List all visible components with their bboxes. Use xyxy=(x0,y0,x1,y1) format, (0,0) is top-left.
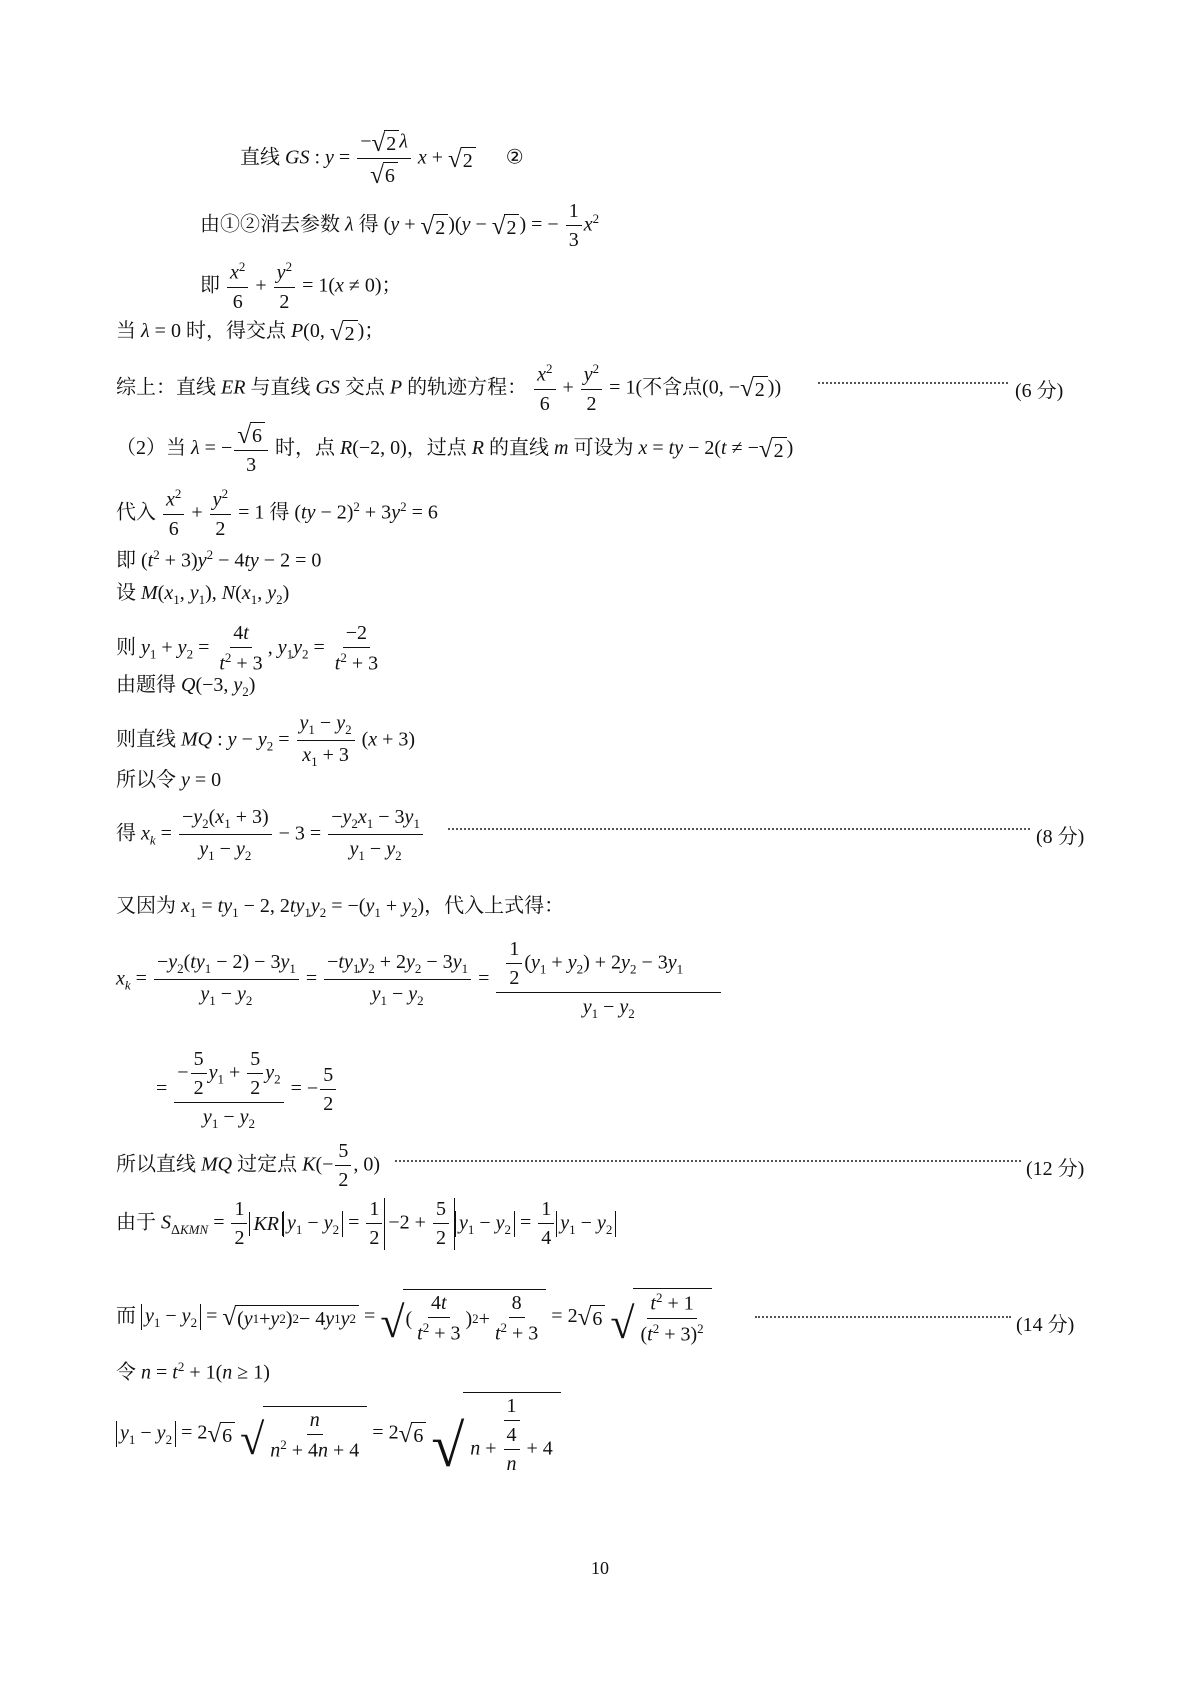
score-mark: (12 分) xyxy=(1026,1158,1085,1180)
leader-dots xyxy=(818,374,1008,394)
math-line: 直线 GS : y = − √ 2 λ √ 6 x + √ 2 ② xyxy=(240,130,524,189)
math-line: 所以令 y = 0 xyxy=(116,769,222,791)
math-line: 又因为 $x_1 = ty_1 - 2$, $2ty_1y_2 = -(y_1 + y_2)$，代入上式得： xyxy=(116,895,565,920)
score-mark: (8 分) xyxy=(1036,826,1085,848)
math-line: = − $\frac{5}{2}$ $y_1$ + $\frac{5}{2}$ $y_2$ $y_1 - y_2$ = − $\frac{5}{2}$ xyxy=(156,1048,338,1132)
math-line: 由于 $S_{\Delta KMN}$ = $\frac{1}{2}$ KR $y_1 - y_2$ = $\frac{1}{2}$ −2 + $\frac{5}{2}$ $y_1 - y_2$ = $\frac{1}{4}$ $y_1 - y_2$ xyxy=(116,1198,616,1250)
score-mark: (14 分) xyxy=(1016,1314,1075,1336)
leader-dots xyxy=(755,1308,1011,1328)
math-line: 所以直线 MQ 过定点 K(− $\frac{5}{2}$ , 0) xyxy=(116,1140,381,1191)
math-line: 由题得 Q(−3, $y_2$) xyxy=(116,674,256,699)
math-line: 而 $y_1 - y_2$ = √ ( y 1 + y 2 ) 2 − 4 y 1 y 2 = √ ( 4t $t^2 + 3$ ) 2 + 8 $t^2 + 3$ = 2 √ 6 √ $t^2 + 1$ $(t^2 + 3)^2$ xyxy=(116,1288,712,1346)
math-line: 代入 $\frac{x^2}{6}$ + $\frac{y^2}{2}$ = 1 得 $(ty - 2)^2 + 3y^2 = 6$ xyxy=(116,486,438,540)
math-line: 由①②消去参数 λ 得 (y + √ 2 )(y − √ 2 ) = − $\frac{1}{3}$ $x^2$ xyxy=(200,200,600,251)
math-line: 则直线 MQ : $y - y_2$ = $\frac{y_1 - y_2}{x_1 + 3}$ (x + 3) xyxy=(116,712,416,769)
math-line: $y_1 - y_2 = 2$ √ 6 √ n $n^2 + 4n + 4$ = 2 √ 6 √ 1 n + $\frac{4}{n}$ + 4 xyxy=(116,1392,561,1476)
leader-dots xyxy=(448,820,1030,840)
math-line: 综上：直线 ER 与直线 GS 交点 P 的轨迹方程： $\frac{x^2}{6}$ + $\frac{y^2}{2}$ = 1(不含点(0, − √ 2 )) xyxy=(116,361,782,415)
math-line: 即 $\frac{x^2}{6}$ + $\frac{y^2}{2}$ = 1(x ≠ 0)； xyxy=(200,259,402,313)
leader-dots xyxy=(395,1152,1021,1172)
math-line: 则 $y_1 + y_2$ = $\frac{4t}{t^2 + 3}$ , $y_1y_2$ = $\frac{-2}{t^2 + 3}$ xyxy=(116,622,379,675)
math-line: （2）当 λ = − √ 6 3 时，点 R(−2, 0)，过点 R 的直线 m 可设为 x = ty − 2(t ≠ − √ 2 ) xyxy=(116,422,794,476)
math-line: 令 $n = t^2 + 1(n \ge 1)$ xyxy=(116,1359,270,1384)
page-number: 10 xyxy=(591,1558,609,1578)
score-mark: (6 分) xyxy=(1015,380,1064,402)
math-line: 当 λ = 0 时，得交点 P(0, √ 2 )； xyxy=(116,319,385,346)
math-line: 设 $M(x_1$, $y_1$), $N(x_1$, $y_2$) xyxy=(116,582,290,607)
math-line: 得 $x_k$ = $\frac{-y_2(x_1 + 3)}{y_1 - y_2}$ − 3 = $\frac{-y_2x_1 - 3y_1}{y_1 - y_2}$ xyxy=(116,806,425,864)
math-line: 即 $(t^2 + 3)y^2 - 4ty - 2 = 0$ xyxy=(116,547,322,572)
math-line: $x_k$ = $\frac{-y_2(ty_1 - 2) - 3y_1}{y_1 - y_2}$ = $\frac{-ty_1y_2 + 2y_2 - 3y_1}{y_1 - y_2}$ = $\frac{1}{2}$ $(y_1 + y_2) + 2y_2 - 3y_1$ $y_1 - y_2$ xyxy=(116,938,723,1022)
